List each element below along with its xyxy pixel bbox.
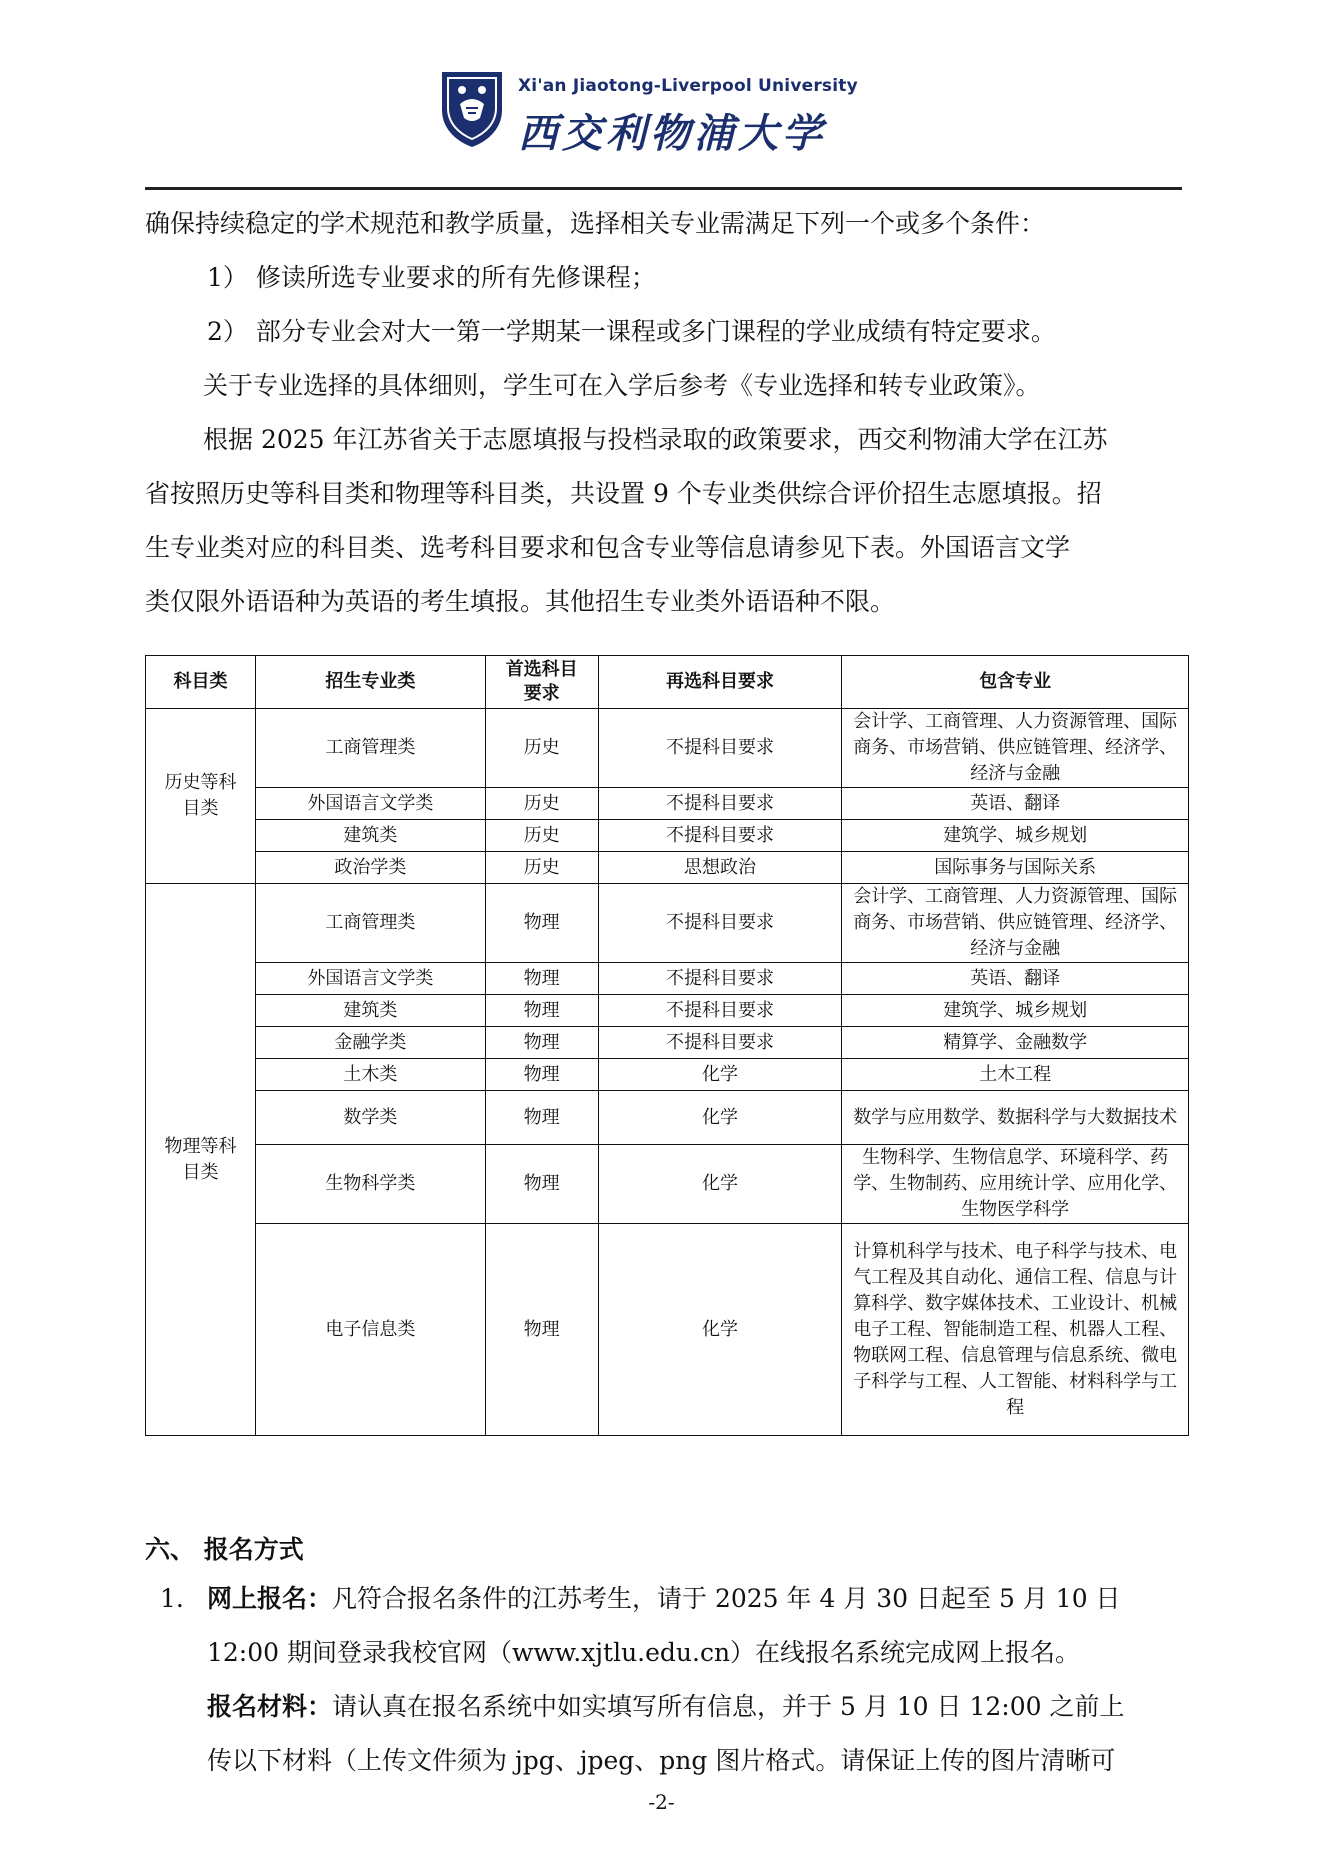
online-registration-continued: 12:00 期间登录我校官网（www.xjtlu.edu.cn）在线报名系统完成网上报名。: [207, 1638, 1081, 1667]
condition-1: 1） 修读所选专业要求的所有先修课程；: [207, 263, 656, 292]
header-first-subject: [485, 656, 598, 709]
table-row: [146, 1027, 1189, 1059]
registration-section: [145, 1572, 1185, 1788]
section-heading-registration: 六、 报名方式: [145, 1535, 304, 1564]
table-row: [146, 852, 1189, 884]
table-row: [146, 820, 1189, 852]
university-header: [440, 70, 890, 157]
table-row: [146, 1145, 1189, 1224]
first-subject-cell: 物理: [485, 1091, 598, 1145]
materials-continued: 传以下材料（上传文件须为 jpg、jpeg、png 图片格式。请保证上传的图片清晰可: [207, 1746, 1116, 1775]
table-row: [146, 1224, 1189, 1436]
majors-cell: 会计学、工商管理、人力资源管理、国际商务、市场营销、供应链管理、经济学、经济与金融: [842, 884, 1189, 963]
university-name-en: Xi'an Jiaotong-Liverpool University: [518, 76, 858, 96]
paragraph-line: 生专业类对应的科目类、选考科目要求和包含专业等信息请参见下表。外国语言文学: [145, 533, 1071, 562]
materials-line: [145, 1680, 1185, 1734]
table-header-row: [146, 656, 1189, 709]
majors-cell: 生物科学、生物信息学、环境科学、药学、生物制药、应用统计学、应用化学、生物医学科学: [842, 1145, 1189, 1224]
table-row: [146, 709, 1189, 788]
second-subject-cell: 不提科目要求: [598, 995, 842, 1027]
second-subject-cell: 化学: [598, 1224, 842, 1436]
paragraph-line: 省按照历史等科目类和物理等科目类，共设置 9 个专业类供综合评价招生志愿填报。招: [145, 479, 1102, 508]
page-number: -2-: [648, 1790, 675, 1814]
majors-cell: 英语、翻译: [842, 788, 1189, 820]
majors-cell: 国际事务与国际关系: [842, 852, 1189, 884]
second-subject-cell: 思想政治: [598, 852, 842, 884]
category-cell-physics: [146, 884, 256, 1436]
second-subject-cell: 不提科目要求: [598, 788, 842, 820]
majors-cell: 会计学、工商管理、人力资源管理、国际商务、市场营销、供应链管理、经济学、经济与金融: [842, 709, 1189, 788]
university-crest-logo: [440, 70, 504, 148]
header-divider: [145, 187, 1182, 190]
second-subject-cell: 不提科目要求: [598, 1027, 842, 1059]
admission-majors-table: [145, 655, 1189, 1436]
major-class-cell: 政治学类: [255, 852, 485, 884]
major-class-cell: 外国语言文学类: [255, 788, 485, 820]
major-class-cell: 土木类: [255, 1059, 485, 1091]
category-cell-history: [146, 709, 256, 884]
first-subject-cell: 历史: [485, 852, 598, 884]
intro-line: 确保持续稳定的学术规范和教学质量，选择相关专业需满足下列一个或多个条件：: [145, 209, 1046, 238]
majors-cell: 建筑学、城乡规划: [842, 995, 1189, 1027]
major-class-cell: 数学类: [255, 1091, 485, 1145]
header-first-subject-text: 首选科目要求: [505, 659, 578, 704]
table-row: [146, 884, 1189, 963]
major-class-cell: 金融学类: [255, 1027, 485, 1059]
policy-reference: 关于专业选择的具体细则，学生可在入学后参考《专业选择和转专业政策》。: [203, 371, 1041, 400]
second-subject-cell: 不提科目要求: [598, 963, 842, 995]
first-subject-cell: 历史: [485, 820, 598, 852]
header-included-majors: 包含专业: [842, 656, 1189, 709]
first-subject-cell: 物理: [485, 1224, 598, 1436]
second-subject-cell: 化学: [598, 1059, 842, 1091]
major-class-cell: 外国语言文学类: [255, 963, 485, 995]
first-subject-cell: 物理: [485, 1027, 598, 1059]
majors-cell: 数学与应用数学、数据科学与大数据技术: [842, 1091, 1189, 1145]
online-registration-label: 网上报名：: [207, 1584, 333, 1613]
major-class-cell: 生物科学类: [255, 1145, 485, 1224]
condition-2: 2） 部分专业会对大一第一学期某一课程或多门课程的学业成绩有特定要求。: [207, 317, 1056, 346]
first-subject-cell: 物理: [485, 963, 598, 995]
table-row: [146, 995, 1189, 1027]
major-class-cell: 建筑类: [255, 995, 485, 1027]
first-subject-cell: 物理: [485, 1059, 598, 1091]
second-subject-cell: 化学: [598, 1091, 842, 1145]
paragraph-line: 类仅限外语语种为英语的考生填报。其他招生专业类外语语种不限。: [145, 587, 896, 616]
item-number: 1.: [160, 1584, 184, 1613]
category-text: 物理等科目类: [164, 1135, 237, 1183]
first-subject-cell: 历史: [485, 788, 598, 820]
materials-label: 报名材料：: [207, 1692, 333, 1721]
first-subject-cell: 物理: [485, 995, 598, 1027]
header-second-subject: 再选科目要求: [598, 656, 842, 709]
table-row: [146, 788, 1189, 820]
major-class-cell: 电子信息类: [255, 1224, 485, 1436]
table-row: [146, 1091, 1189, 1145]
second-subject-cell: 不提科目要求: [598, 709, 842, 788]
registration-item-1: [145, 1572, 1185, 1626]
major-class-cell: 工商管理类: [255, 709, 485, 788]
paragraph-line: 根据 2025 年江苏省关于志愿填报与投档录取的政策要求，西交利物浦大学在江苏: [203, 425, 1108, 454]
major-class-cell: 建筑类: [255, 820, 485, 852]
majors-cell: 英语、翻译: [842, 963, 1189, 995]
header-subject-category: 科目类: [146, 656, 256, 709]
first-subject-cell: 物理: [485, 1145, 598, 1224]
majors-cell: 土木工程: [842, 1059, 1189, 1091]
category-text: 历史等科目类: [164, 772, 237, 819]
table-row: [146, 1059, 1189, 1091]
second-subject-cell: 不提科目要求: [598, 884, 842, 963]
second-subject-cell: 不提科目要求: [598, 820, 842, 852]
table-row: [146, 963, 1189, 995]
materials-text: 请认真在报名系统中如实填写所有信息，并于 5 月 10 日 12:00 之前上: [332, 1692, 1125, 1721]
university-name-zh: 西交利物浦大学: [518, 110, 826, 157]
majors-cell: 计算机科学与技术、电子科学与技术、电气工程及其自动化、通信工程、信息与计算科学、数字媒体技术、工业设计、机械电子工程、智能制造工程、机器人工程、物联网工程、信息管理与信息系统、微电子科学与工程、人工智能、材料科学与工程: [842, 1224, 1189, 1436]
majors-cell: 精算学、金融数学: [842, 1027, 1189, 1059]
header-major-class: 招生专业类: [255, 656, 485, 709]
majors-cell: 建筑学、城乡规划: [842, 820, 1189, 852]
major-class-cell: 工商管理类: [255, 884, 485, 963]
second-subject-cell: 化学: [598, 1145, 842, 1224]
first-subject-cell: 历史: [485, 709, 598, 788]
online-registration-text: 凡符合报名条件的江苏考生，请于 2025 年 4 月 30 日起至 5 月 10 日: [332, 1584, 1121, 1613]
first-subject-cell: 物理: [485, 884, 598, 963]
intro-section: [145, 197, 1185, 629]
